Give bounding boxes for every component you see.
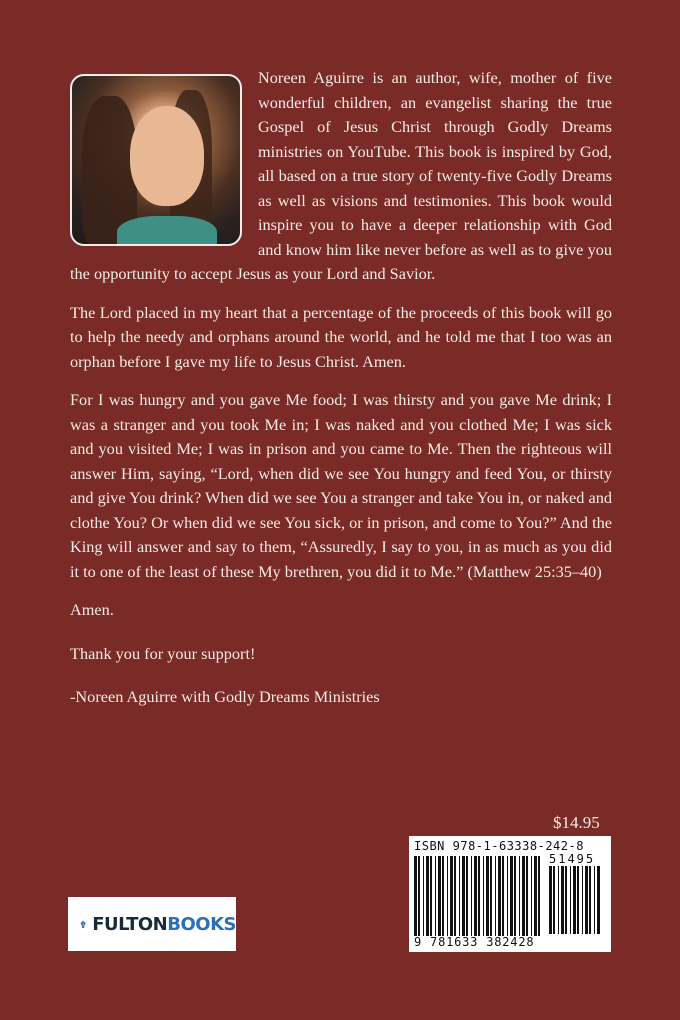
cover-text xyxy=(70,66,612,729)
addon-digits: 51495 xyxy=(549,852,596,866)
isbn-number: ISBN 978-1-63338-242-8 xyxy=(414,839,584,853)
pen-nib-icon xyxy=(80,911,86,937)
author-bio: Noreen Aguirre is an author, wife, mother of five wonderful children, an evangelist sharing the true Gospel of Jesus Christ through Godly Dreams ministries on YouTube. This book is inspired by God, all based on a true story of twenty-five Godly Dreams as well as visions and testimonies. This book would inspire you to have a deeper relationship with God and know him like never before as well as to give you the opportunity to accept Jesus as your Lord and Savior. xyxy=(70,68,612,283)
thanks-line: Thank you for your support! xyxy=(70,643,256,663)
price: $14.95 xyxy=(553,813,600,832)
addon-bars xyxy=(549,866,605,934)
scripture-quote: For I was hungry and you gave Me food; I was thirsty and you gave Me drink; I was a stranger and you took Me in; I was naked and you clothed Me; I was sick and you visited Me; I was in prison and you came to Me. Then the righteous will answer Him, saying, “Lord, when did we see You hungry and feed You, or thirsty and give You drink? When did we see You a stranger and take You in, or naked and clothe You? Or when did we see You sick, or in prison, and come to You?” And the King will answer and say to them, “Assuredly, I say to you, in as much as you did it to one of the least of these My brethren, you did it to Me.” (Matthew 25:35–40) xyxy=(70,390,612,581)
publisher-name: FULTONBOOKS xyxy=(92,913,236,935)
proceeds-paragraph: The Lord placed in my heart that a percentage of the proceeds of this book will go to help the needy and orphans around the world, and he told me that I too was an orphan before I gave my life to Jesus Christ. Amen. xyxy=(70,302,612,371)
signature-line: -Noreen Aguirre with Godly Dreams Ministries xyxy=(70,687,380,706)
amen-line: Amen. xyxy=(70,600,114,619)
isbn-barcode xyxy=(409,836,611,952)
ean-bars xyxy=(414,856,542,936)
ean-digits: 9 781633 382428 xyxy=(414,935,535,949)
publisher-logo xyxy=(68,897,236,951)
